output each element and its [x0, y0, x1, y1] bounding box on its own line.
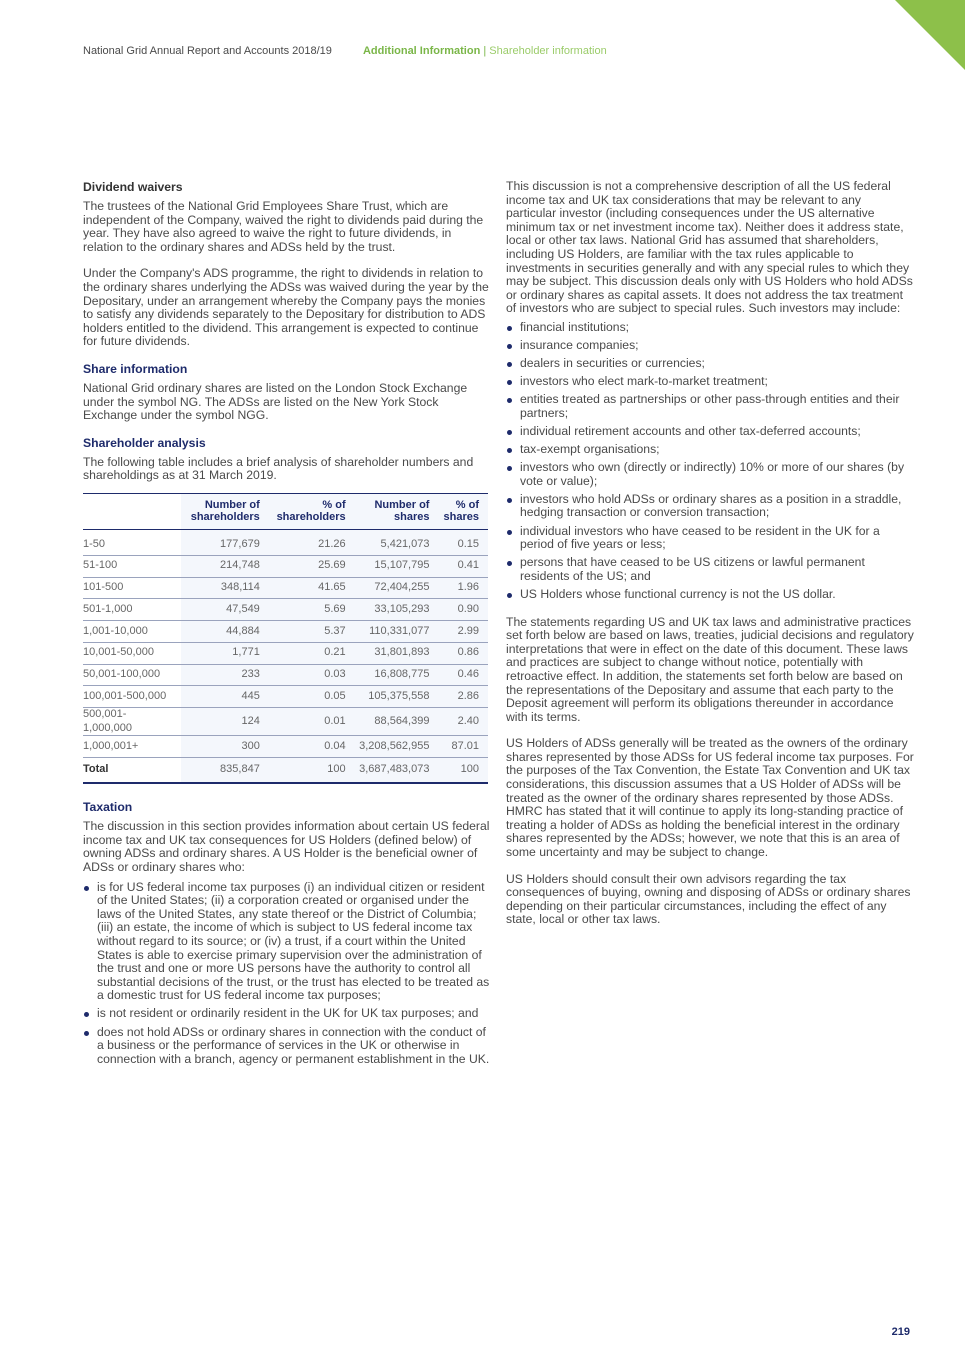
cell-number-of-shareholders: 233: [181, 664, 269, 686]
cell-range: 10,001-50,000: [83, 642, 181, 664]
left-column: [83, 180, 491, 1071]
cell-number-of-shareholders: 348,114: [181, 577, 269, 599]
cell-percent-shares: 0.15: [438, 534, 488, 555]
taxation-paragraph: The discussion in this section provides information about certain US federal income tax and UK tax consequences for US Holders (defined below) of owning ADSs and ordinary shares. A US Holder is the beneficial owner of ADSs or ordinary shares who:: [83, 819, 490, 875]
cell-number-of-shares: 5,421,073: [355, 534, 439, 555]
list-item: insurance companies;: [506, 339, 914, 353]
cell-number-of-shareholders: 177,679: [181, 534, 269, 555]
list-item: investors who hold ADSs or ordinary shares as a position in a straddle, hedging transaction or conversion transaction;: [506, 493, 914, 520]
cell-number-of-shares: 33,105,293: [355, 599, 439, 621]
list-item: entities treated as partnerships or other pass-through entities and their partners;: [506, 393, 914, 420]
cell-percent-shares: 87.01: [438, 736, 488, 758]
taxation-heading: Taxation: [83, 800, 133, 815]
subsection-title: Shareholder information: [489, 45, 607, 57]
cell-percent-shareholders: 21.26: [269, 534, 355, 555]
cell-number-of-shares: 72,404,255: [355, 577, 439, 599]
list-item: investors who elect mark-to-market treatment;: [506, 375, 914, 389]
table-row: [83, 577, 488, 599]
list-item: dealers in securities or currencies;: [506, 357, 914, 371]
cell-range: 500,001-1,000,000: [83, 708, 181, 736]
cell-number-of-shareholders: 300: [181, 736, 269, 758]
total-percent-shareholders: 100: [269, 758, 355, 784]
table-row: [83, 555, 488, 577]
column-header-number-of-shares: Number of shares: [355, 493, 439, 529]
list-item: financial institutions;: [506, 321, 914, 335]
cell-number-of-shareholders: 47,549: [181, 599, 269, 621]
column-header-percent-shares: % of shares: [438, 493, 488, 529]
cell-percent-shareholders: 0.03: [269, 664, 355, 686]
list-item: individual investors who have ceased to be resident in the UK for a period of five years or less;: [506, 525, 914, 552]
cell-number-of-shares: 16,808,775: [355, 664, 439, 686]
shareholder-analysis-heading: Shareholder analysis: [83, 435, 206, 450]
right-column: [506, 180, 914, 940]
total-number-of-shareholders: 835,847: [181, 758, 269, 784]
cell-range: 501-1,000: [83, 599, 181, 621]
header-separator: |: [483, 45, 487, 57]
cell-percent-shares: 0.46: [438, 664, 488, 686]
cell-range: 50,001-100,000: [83, 664, 181, 686]
cell-range: 100,001-500,000: [83, 686, 181, 708]
us-holder-criteria-list: [83, 881, 491, 1067]
table-total-row: [83, 758, 488, 784]
right-intro-paragraph: This discussion is not a comprehensive description of all the US federal income tax and UK tax considerations that may be relevant to any particular investor (including consequences under the US alternative minimum tax or net investment income tax). Neither does it address state, local or other tax laws. National Grid has assumed that shareholders, including US Holders, are familiar with the tax rules applicable to investments in securities generally and with any special rules to which they may be subject. This discussion deals only with US Holders who hold ADSs or ordinary shares as capital assets. It does not address the tax treatment of investors who are subject to special rules. Such investors may include:: [506, 179, 913, 316]
cell-percent-shareholders: 25.69: [269, 555, 355, 577]
cell-number-of-shares: 31,801,893: [355, 642, 439, 664]
cell-percent-shareholders: 5.37: [269, 621, 355, 643]
cell-range: 1,001-10,000: [83, 621, 181, 643]
list-item: is for US federal income tax purposes (i) an individual citizen or resident of the United States; (ii) a corporation created or organised under the laws of the United States, any state thereof or the District of Columbia; (iii) an estate, the income of which is subject to US federal income tax without regard to its source; or (iv) a trust, if a court within the United States is able to exercise primary supervision over the administration of the trust and one or more US persons have the authority to control all substantial decisions of the trust, or the trust has elected to be treated as a domestic trust for US federal income tax purposes;: [83, 881, 491, 1003]
table-row: [83, 621, 488, 643]
shareholder-analysis-table: [83, 493, 488, 784]
cell-percent-shareholders: 0.21: [269, 642, 355, 664]
list-item: US Holders whose functional currency is not the US dollar.: [506, 588, 914, 602]
cell-number-of-shareholders: 44,884: [181, 621, 269, 643]
cell-percent-shares: 0.41: [438, 555, 488, 577]
dividend-waivers-heading: Dividend waivers: [83, 180, 183, 194]
table-row: [83, 664, 488, 686]
list-item: investors who own (directly or indirectly) 10% or more of our shares (by vote or value);: [506, 461, 914, 488]
cell-number-of-shares: 3,208,562,955: [355, 736, 439, 758]
report-title: National Grid Annual Report and Accounts 2018/19: [83, 45, 332, 57]
consult-advisors-paragraph: US Holders should consult their own advisors regarding the tax consequences of buying, owning and disposing of ADSs or ordinary shares depending on their particular circumstances, including the effect of any state, local or other tax laws.: [506, 871, 911, 927]
cell-range: 1-50: [83, 534, 181, 555]
special-investors-list: [506, 321, 914, 602]
running-header: [83, 45, 607, 57]
cell-number-of-shares: 110,331,077: [355, 621, 439, 643]
cell-percent-shares: 0.86: [438, 642, 488, 664]
cell-percent-shareholders: 41.65: [269, 577, 355, 599]
list-item: individual retirement accounts and other tax-deferred accounts;: [506, 425, 914, 439]
table-body: [83, 529, 488, 783]
cell-percent-shares: 2.99: [438, 621, 488, 643]
tax-law-statements-paragraph: The statements regarding US and UK tax laws and administrative practices set forth below are based on laws, treaties, judicial decisions and regulatory interpretations that were in effect on the date of this document. These laws and practices are subject to change without notice, potentially with retroactive effect. In addition, the statements set forth below are based on the representations of the Depositary and assume that each party to the Deposit agreement will perform its obligations thereunder in accordance with its terms.: [506, 614, 914, 724]
dividend-waivers-paragraph-2: Under the Company's ADS programme, the right to dividends in relation to the ordinary shares underlying the ADSs was waived during the year by the Depositary, under an arrangement whereby the Company pays the monies to satisfy any dividends separately to the Depositary for distribution to ADS holders entitled to the dividend. This arrangement is expected to continue for future dividends.: [83, 266, 489, 349]
cell-percent-shareholders: 0.05: [269, 686, 355, 708]
shareholder-analysis-paragraph: The following table includes a brief analysis of shareholder numbers and shareholdings as at 31 March 2019.: [83, 454, 474, 483]
table-row: [83, 534, 488, 555]
dividend-waivers-paragraph-1: The trustees of the National Grid Employees Share Trust, which are independent of the Company, waived the right to dividends paid during the year. They have also agreed to waive the right to future dividends, in relation to the ordinary shares and ADSs held by the trust.: [83, 199, 484, 254]
corner-brand-triangle: [895, 0, 965, 70]
cell-percent-shareholders: 0.01: [269, 708, 355, 736]
list-item: tax-exempt organisations;: [506, 443, 914, 457]
table-row: [83, 642, 488, 664]
table-header-row: [83, 493, 488, 529]
cell-percent-shareholders: 5.69: [269, 599, 355, 621]
list-item: is not resident or ordinarily resident in the UK for UK tax purposes; and: [83, 1007, 491, 1021]
total-number-of-shares: 3,687,483,073: [355, 758, 439, 784]
column-header-number-of-shareholders: Number of shareholders: [181, 493, 269, 529]
cell-number-of-shares: 15,107,795: [355, 555, 439, 577]
cell-number-of-shareholders: 124: [181, 708, 269, 736]
column-header-range: [83, 493, 181, 529]
cell-range: 101-500: [83, 577, 181, 599]
list-item: persons that have ceased to be US citizens or lawful permanent residents of the US; and: [506, 556, 914, 583]
column-header-percent-shareholders: % of shareholders: [269, 493, 355, 529]
cell-percent-shares: 2.40: [438, 708, 488, 736]
share-information-heading: Share information: [83, 361, 188, 376]
total-percent-shares: 100: [438, 758, 488, 784]
table-row: [83, 599, 488, 621]
cell-percent-shares: 2.86: [438, 686, 488, 708]
cell-range: 51-100: [83, 555, 181, 577]
page-number: 219: [891, 1326, 910, 1338]
table-row: [83, 736, 488, 758]
section-title: Additional Information: [362, 45, 481, 57]
share-information-paragraph: National Grid ordinary shares are listed on the London Stock Exchange under the symbol NG. The ADSs are listed on the New York Stock Exchange under the symbol NGG.: [83, 380, 468, 423]
table-row: [83, 686, 488, 708]
cell-percent-shares: 0.90: [438, 599, 488, 621]
cell-number-of-shareholders: 445: [181, 686, 269, 708]
ads-ownership-paragraph: US Holders of ADSs generally will be treated as the owners of the ordinary shares represented by those ADSs for US federal income tax purposes. For the purposes of the Tax Convention, the Estate Tax Convention and UK tax considerations, this discussion assumes that a US Holder of ADSs will be treated as the owner of the ordinary shares represented by those ADSs. HMRC has stated that it will continue to apply its long-standing practice of treating a holder of ADSs as holding the beneficial interest in the ordinary shares represented by the ADSs; however, we note that this is an area of some uncertainty and may be subject to change.: [506, 736, 914, 860]
cell-number-of-shares: 105,375,558: [355, 686, 439, 708]
table-row: [83, 708, 488, 736]
cell-number-of-shares: 88,564,399: [355, 708, 439, 736]
cell-range: 1,000,001+: [83, 736, 181, 758]
cell-percent-shareholders: 0.04: [269, 736, 355, 758]
cell-number-of-shareholders: 214,748: [181, 555, 269, 577]
list-item: does not hold ADSs or ordinary shares in connection with the conduct of a business or the performance of services in the UK or otherwise in connection with a branch, agency or permanent establishment in the UK.: [83, 1026, 491, 1067]
total-range: Total: [83, 758, 181, 784]
cell-percent-shares: 1.96: [438, 577, 488, 599]
cell-number-of-shareholders: 1,771: [181, 642, 269, 664]
